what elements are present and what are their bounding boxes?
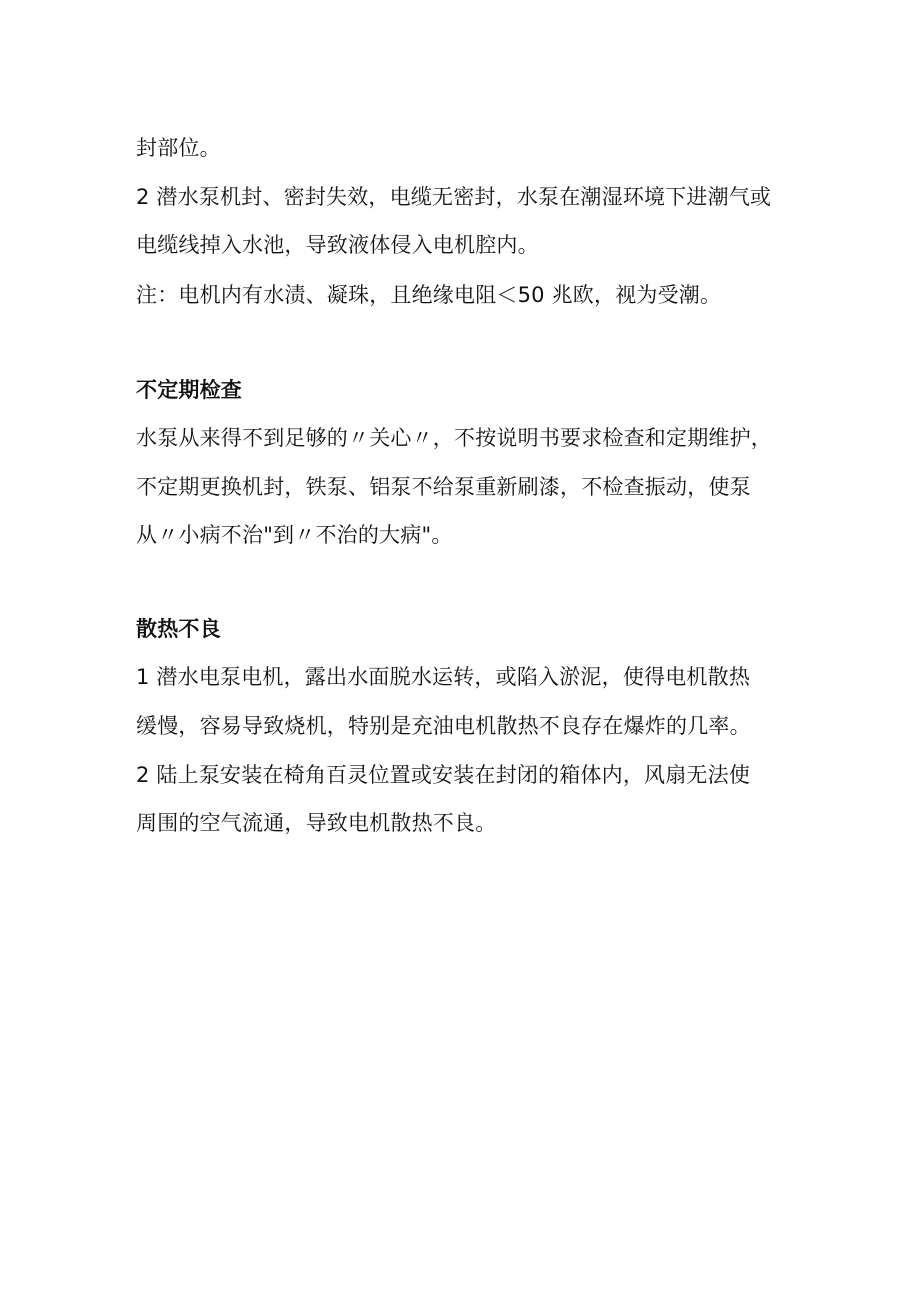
paragraph-line: 封部位。 [136, 136, 221, 160]
section-heading: 不定期检查 [136, 378, 242, 402]
paragraph-line: 2 陆上泵安装在椅角百灵位置或安装在封闭的箱体内，风扇无法使 [136, 763, 751, 787]
paragraph-line: 水泵从来得不到足够的〃关心〃，不按说明书要求检查和定期维护， [136, 426, 772, 450]
paragraph-line: 电缆线掉入水池，导致液体侵入电机腔内。 [136, 233, 539, 257]
paragraph-line: 缓慢，容易导致烧机，特别是充油电机散热不良存在爆炸的几率。 [136, 714, 751, 738]
paragraph-line: 不定期更换机封，铁泵、铝泵不给泵重新刷漆，不检查振动，使泵 [136, 475, 751, 499]
paragraph-line: 注：电机内有水渍、凝珠，且绝缘电阻＜50 兆欧，视为受潮。 [136, 283, 722, 307]
paragraph-line: 从〃小病不治"到〃不治的大病"。 [136, 523, 453, 547]
section-heading: 散热不良 [136, 617, 221, 641]
paragraph-line: 2 潜水泵机封、密封失效，电缆无密封，水泵在潮湿环境下进潮气或 [136, 185, 772, 209]
paragraph-line: 周围的空气流通，导致电机散热不良。 [136, 811, 497, 835]
paragraph-line: 1 潜水电泵电机，露出水面脱水运转，或陷入淤泥，使得电机散热 [136, 665, 751, 689]
